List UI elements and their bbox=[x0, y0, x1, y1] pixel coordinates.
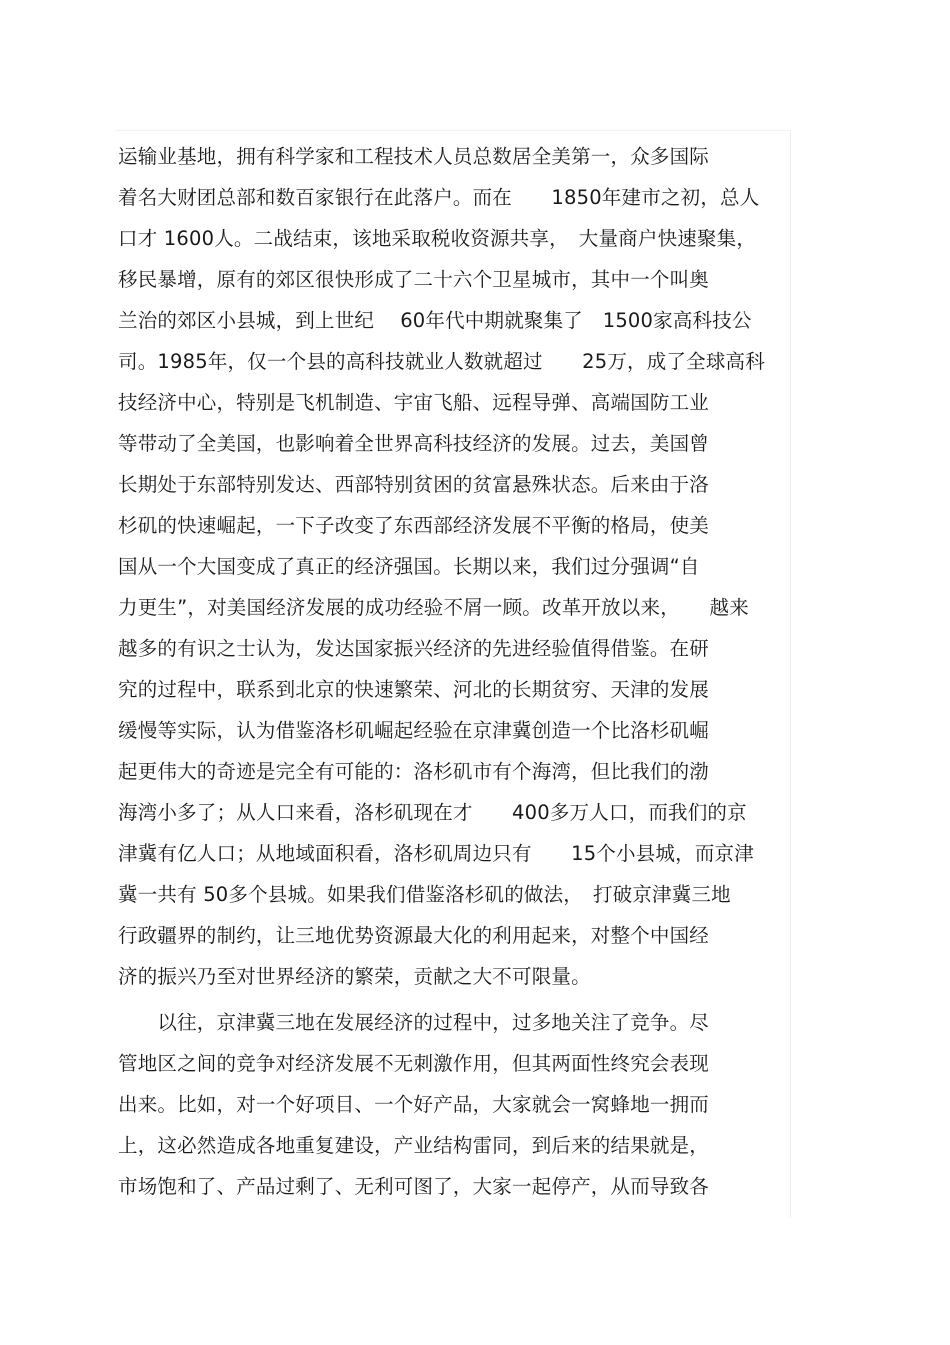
text-line: 市场饱和了、产品过剩了、无利可图了，大家一起停产，从而导致各 bbox=[118, 1175, 710, 1198]
text-line: 出来。比如，对一个好项目、一个好产品，大家就会一窝蜂地一拥而 bbox=[118, 1093, 710, 1116]
text-line: 济的振兴乃至对世界经济的繁荣，贡献之大不可限量。 bbox=[118, 965, 591, 988]
text-line: 技经济中心，特别是飞机制造、宇宙飞船、远程导弹、高端国防工业 bbox=[118, 391, 710, 414]
text-line: 司。1985年，仅一个县的高科技就业人数就超过 25万，成了全球高科 bbox=[118, 350, 765, 373]
text-line: 移民暴增，原有的郊区很快形成了二十六个卫星城市，其中一个叫奥 bbox=[118, 268, 710, 291]
text-line: 以往，京津冀三地在发展经济的过程中，过多地关注了竞争。尽 bbox=[118, 1011, 710, 1034]
text-line: 越多的有识之士认为，发达国家振兴经济的先进经验值得借鉴。在研 bbox=[118, 637, 710, 660]
text-line: 等带动了全美国，也影响着全世界高科技经济的发展。过去，美国曾 bbox=[118, 432, 710, 455]
text-line: 上，这必然造成各地重复建设，产业结构雷同，到后来的结果就是， bbox=[118, 1134, 710, 1157]
text-line: 冀一共有 50多个县城。如果我们借鉴洛杉矶的做法， 打破京津冀三地 bbox=[118, 883, 731, 906]
text-line: 运输业基地，拥有科学家和工程技术人员总数居全美第一，众多国际 bbox=[118, 145, 710, 168]
text-line: 缓慢等实际，认为借鉴洛杉矶崛起经验在京津冀创造一个比洛杉矶崛 bbox=[118, 719, 710, 742]
text-line: 国从一个大国变成了真正的经济强国。长期以来，我们过分强调“自 bbox=[118, 555, 700, 578]
text-line: 管地区之间的竞争对经济发展不无刺激作用，但其两面性终究会表现 bbox=[118, 1052, 710, 1075]
text-column bbox=[116, 130, 791, 1217]
text-line: 津冀有亿人口；从地域面积看，洛杉矶周边只有 15个小县城，而京津 bbox=[118, 842, 754, 865]
text-line: 起更伟大的奇迹是完全有可能的：洛杉矶市有个海湾，但比我们的渤 bbox=[118, 760, 710, 783]
text-line: 兰治的郊区小县城，到上世纪 60年代中期就聚集了 1500家高科技公 bbox=[118, 309, 752, 332]
text-line: 海湾小多了；从人口来看，洛杉矶现在才 400多万人口，而我们的京 bbox=[118, 801, 747, 824]
text-line: 行政疆界的制约，让三地优势资源最大化的利用起来，对整个中国经 bbox=[118, 924, 710, 947]
text-line: 长期处于东部特别发达、西部特别贫困的贫富悬殊状态。后来由于洛 bbox=[118, 473, 710, 496]
text-line: 口才 1600人。二战结束，该地采取税收资源共享， 大量商户快速聚集， bbox=[118, 227, 757, 250]
text-line: 力更生”，对美国经济发展的成功经验不屑一顾。改革开放以来， 越来 bbox=[118, 596, 749, 619]
text-line: 究的过程中，联系到北京的快速繁荣、河北的长期贫穷、天津的发展 bbox=[118, 678, 710, 701]
text-line: 杉矶的快速崛起，一下子改变了东西部经济发展不平衡的格局，使美 bbox=[118, 514, 710, 537]
text-line: 着名大财团总部和数百家银行在此落户。而在 1850年建市之初，总人 bbox=[118, 186, 760, 209]
